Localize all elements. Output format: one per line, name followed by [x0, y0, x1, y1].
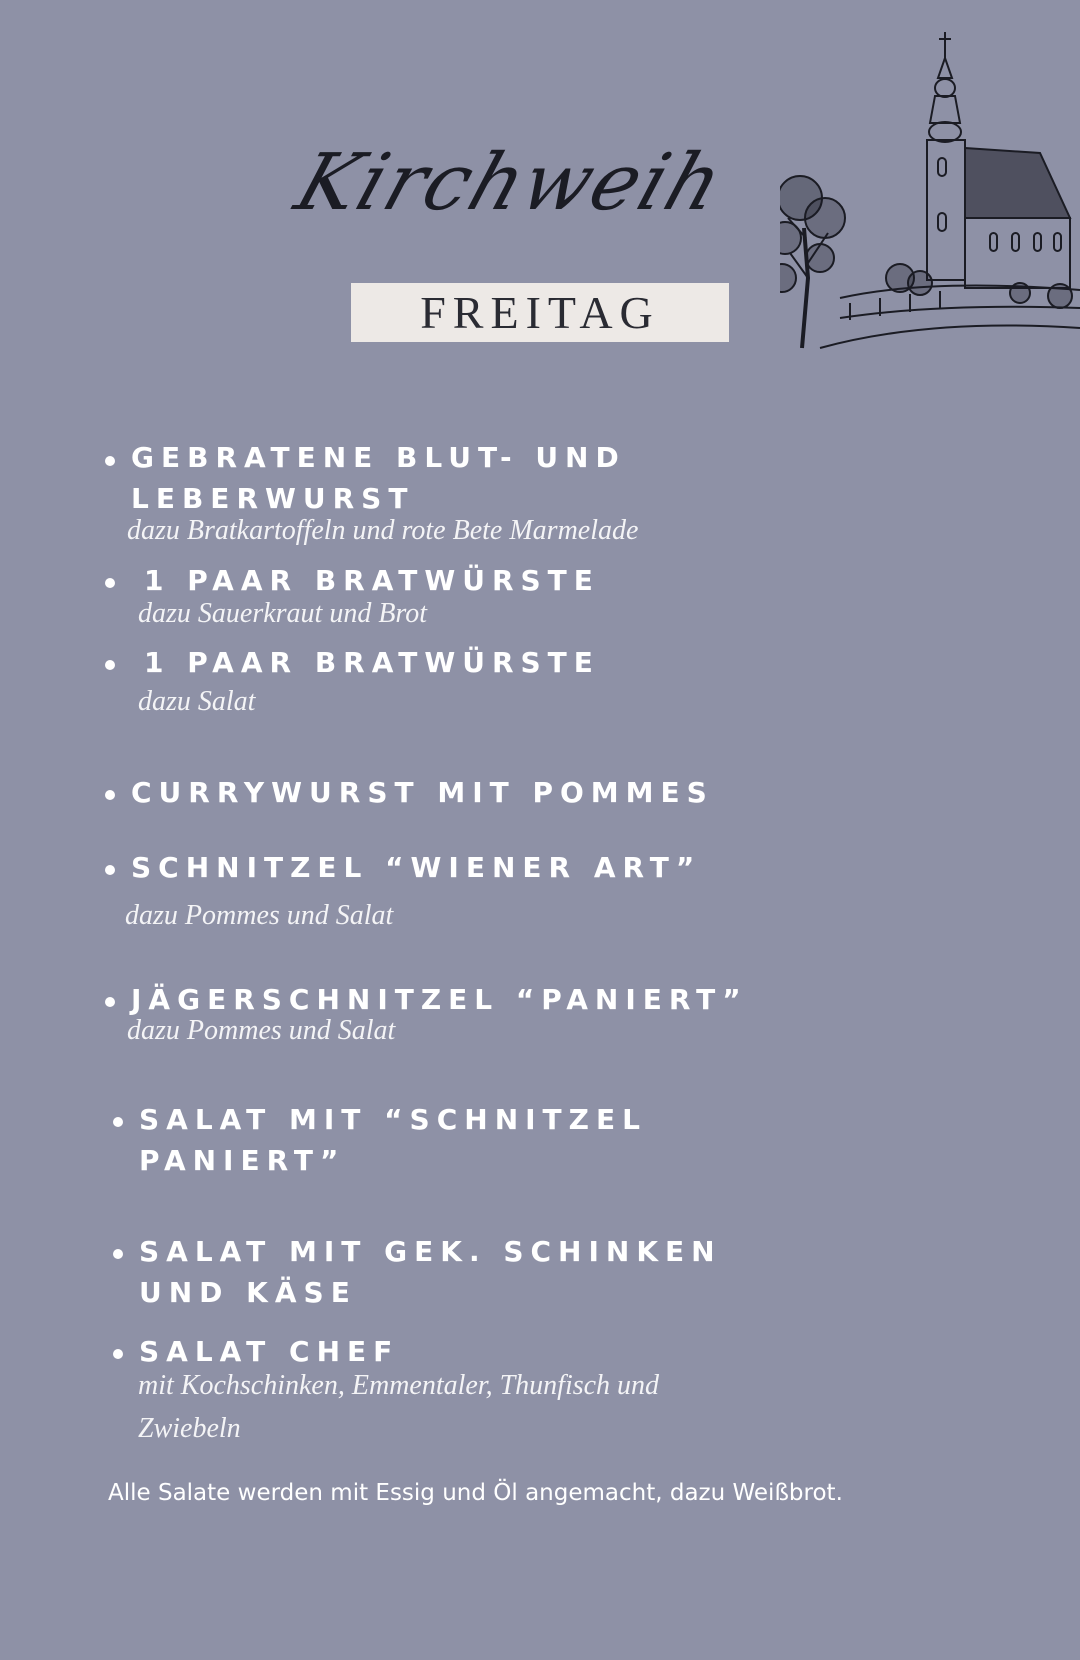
menu-item: [131, 772, 714, 813]
item-title: CURRYWURST MIT POMMES: [131, 776, 714, 809]
bullet-dot-icon: [105, 456, 115, 466]
day-label-box: [351, 283, 729, 342]
church-illustration-icon: [780, 28, 1080, 378]
menu-item: [139, 1099, 647, 1181]
item-title: JÄGERSCHNITZEL “PANIERT”: [131, 983, 748, 1016]
bullet-dot-icon: [105, 865, 115, 875]
item-title: SCHNITZEL “WIENER ART”: [131, 851, 702, 884]
menu-item: [131, 437, 626, 519]
bullet-dot-icon: [105, 790, 115, 800]
script-title: Kirchweih: [285, 138, 736, 228]
menu-item: [139, 1331, 399, 1372]
item-description: dazu Pommes und Salat: [127, 1015, 396, 1046]
item-description: dazu Salat: [138, 686, 256, 717]
item-description: mit Kochschinken, Emmentaler, Thunfisch und: [138, 1370, 660, 1401]
item-title: SALAT MIT GEK. SCHINKEN: [139, 1235, 722, 1268]
item-title: SALAT CHEF: [139, 1335, 400, 1368]
item-description: dazu Bratkartoffeln und rote Bete Marmelade: [127, 515, 639, 546]
item-description: dazu Sauerkraut und Brot: [138, 598, 428, 629]
menu-item: [144, 560, 600, 601]
footer-note: Alle Salate werden mit Essig und Öl angemacht, dazu Weißbrot.: [108, 1480, 843, 1506]
item-description: Zwiebeln: [138, 1413, 241, 1444]
day-label: FREITAG: [420, 287, 660, 338]
menu-item: [144, 642, 600, 683]
menu-item: [139, 1231, 722, 1313]
item-title: 1 PAAR BRATWÜRSTE: [144, 646, 600, 679]
bullet-dot-icon: [113, 1117, 123, 1127]
item-title: PANIERT”: [139, 1144, 346, 1177]
bullet-dot-icon: [105, 578, 115, 588]
item-title: UND KÄSE: [139, 1276, 357, 1309]
item-description: dazu Pommes und Salat: [125, 900, 394, 931]
menu-item: [131, 847, 701, 888]
item-title: 1 PAAR BRATWÜRSTE: [144, 564, 600, 597]
bullet-dot-icon: [105, 660, 115, 670]
bullet-dot-icon: [105, 997, 115, 1007]
item-title: LEBERWURST: [131, 482, 415, 515]
item-title: GEBRATENE BLUT- UND: [131, 441, 626, 474]
bullet-dot-icon: [113, 1249, 123, 1259]
menu-item: [131, 979, 748, 1020]
bullet-dot-icon: [113, 1349, 123, 1359]
item-title: SALAT MIT “SCHNITZEL: [139, 1103, 647, 1136]
